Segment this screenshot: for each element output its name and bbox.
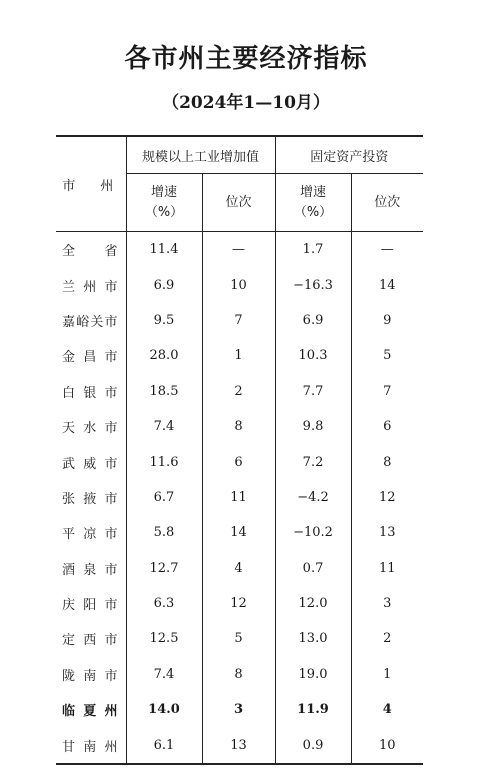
investment-rank-cell: 8	[351, 444, 423, 479]
table-row	[56, 657, 423, 692]
investment-rank-cell: 2	[351, 621, 423, 656]
industry-rank-cell: 7	[202, 303, 275, 338]
investment-rank-cell: 4	[351, 692, 423, 727]
industry-rank-cell: 13	[202, 727, 275, 763]
investment-growth-cell: 7.2	[275, 444, 351, 479]
city-cell: 武威市	[62, 456, 118, 472]
investment-growth-cell: 6.9	[275, 303, 351, 338]
investment-rank-cell: 6	[351, 409, 423, 444]
indicators-table	[56, 135, 423, 765]
investment-growth-cell: 1.7	[275, 232, 351, 268]
industry-growth-cell: 14.0	[126, 692, 202, 727]
table-row	[56, 409, 423, 444]
industry-growth-cell: 11.6	[126, 444, 202, 479]
industry-growth-cell: 6.3	[126, 586, 202, 621]
city-cell: 白银市	[62, 385, 118, 401]
investment-rank-cell: 12	[351, 480, 423, 515]
city-cell: 甘南州	[56, 727, 126, 763]
investment-rank-cell: 14	[351, 267, 423, 302]
industry-growth-cell: 5.8	[126, 515, 202, 550]
investment-rank-cell: 13	[351, 515, 423, 550]
investment-growth-cell: 10.3	[275, 338, 351, 373]
table-body	[56, 232, 423, 764]
industry-growth-cell: 18.5	[126, 374, 202, 409]
industry-growth-cell: 6.1	[126, 727, 202, 763]
industry-growth-cell: 11.4	[126, 232, 202, 268]
city-cell: 平凉市	[62, 527, 118, 543]
city-cell: 酒泉市	[62, 562, 118, 578]
header-industry-growth	[126, 174, 202, 232]
table-row	[56, 621, 423, 656]
table-row	[56, 267, 423, 302]
investment-rank-cell: —	[351, 232, 423, 268]
investment-growth-cell: −10.2	[275, 515, 351, 550]
header-growth-label: 增速	[300, 184, 327, 200]
industry-rank-cell: 12	[202, 586, 275, 621]
investment-growth-cell: 11.9	[275, 692, 351, 727]
table-row	[56, 515, 423, 550]
table-row	[56, 374, 423, 409]
industry-rank-cell: 2	[202, 374, 275, 409]
investment-growth-cell: −4.2	[275, 480, 351, 515]
table-row	[56, 480, 423, 515]
city-cell: 兰州市	[62, 279, 118, 295]
investment-rank-cell: 10	[351, 727, 423, 763]
table-row	[56, 727, 423, 763]
industry-rank-cell: 4	[202, 551, 275, 586]
investment-growth-cell: 0.9	[275, 727, 351, 763]
city-cell: 临夏州	[62, 704, 118, 720]
table-row	[56, 232, 423, 268]
header-industry: 规模以上工业增加值	[126, 136, 275, 174]
industry-growth-cell: 7.4	[126, 409, 202, 444]
investment-rank-cell: 11	[351, 551, 423, 586]
investment-rank-cell: 9	[351, 303, 423, 338]
city-cell: 金昌市	[62, 350, 118, 366]
industry-rank-cell: 6	[202, 444, 275, 479]
investment-growth-cell: 7.7	[275, 374, 351, 409]
header-city: 市 州	[56, 136, 126, 232]
header-growth-label: 增速	[150, 184, 177, 200]
investment-rank-cell: 7	[351, 374, 423, 409]
header-investment: 固定资产投资	[275, 136, 423, 174]
industry-rank-cell: 8	[202, 657, 275, 692]
investment-growth-cell: 19.0	[275, 657, 351, 692]
industry-growth-cell: 12.7	[126, 551, 202, 586]
industry-rank-cell: 11	[202, 480, 275, 515]
investment-growth-cell: 13.0	[275, 621, 351, 656]
investment-rank-cell: 1	[351, 657, 423, 692]
table-row	[56, 692, 423, 727]
header-investment-growth	[275, 174, 351, 232]
investment-rank-cell: 3	[351, 586, 423, 621]
industry-growth-cell: 12.5	[126, 621, 202, 656]
city-cell: 全 省	[62, 244, 118, 260]
header-investment-rank: 位次	[351, 174, 423, 232]
page-title: 各市州主要经济指标	[124, 44, 368, 74]
investment-growth-cell: 0.7	[275, 551, 351, 586]
table-row	[56, 444, 423, 479]
city-cell: 陇南市	[62, 668, 118, 684]
investment-growth-cell: 12.0	[275, 586, 351, 621]
city-cell: 张掖市	[62, 491, 118, 507]
industry-rank-cell: —	[202, 232, 275, 268]
industry-growth-cell: 28.0	[126, 338, 202, 373]
industry-rank-cell: 14	[202, 515, 275, 550]
page-subtitle: （2024年1—10月）	[162, 93, 330, 113]
industry-rank-cell: 3	[202, 692, 275, 727]
table-row	[56, 303, 423, 338]
industry-rank-cell: 5	[202, 621, 275, 656]
industry-rank-cell: 8	[202, 409, 275, 444]
industry-growth-cell: 6.9	[126, 267, 202, 302]
city-cell: 定西市	[62, 633, 118, 649]
header-industry-rank: 位次	[202, 174, 275, 232]
investment-rank-cell: 5	[351, 338, 423, 373]
header-growth-unit: （%）	[293, 204, 333, 220]
investment-growth-cell: −16.3	[275, 267, 351, 302]
industry-growth-cell: 7.4	[126, 657, 202, 692]
industry-rank-cell: 10	[202, 267, 275, 302]
table-row	[56, 551, 423, 586]
industry-growth-cell: 9.5	[126, 303, 202, 338]
table-row	[56, 586, 423, 621]
industry-growth-cell: 6.7	[126, 480, 202, 515]
industry-rank-cell: 1	[202, 338, 275, 373]
city-cell: 庆阳市	[62, 598, 118, 614]
table-row	[56, 338, 423, 373]
city-cell: 嘉峪关市	[62, 314, 118, 330]
city-cell: 天水市	[62, 421, 118, 437]
investment-growth-cell: 9.8	[275, 409, 351, 444]
header-growth-unit: （%）	[144, 204, 184, 220]
